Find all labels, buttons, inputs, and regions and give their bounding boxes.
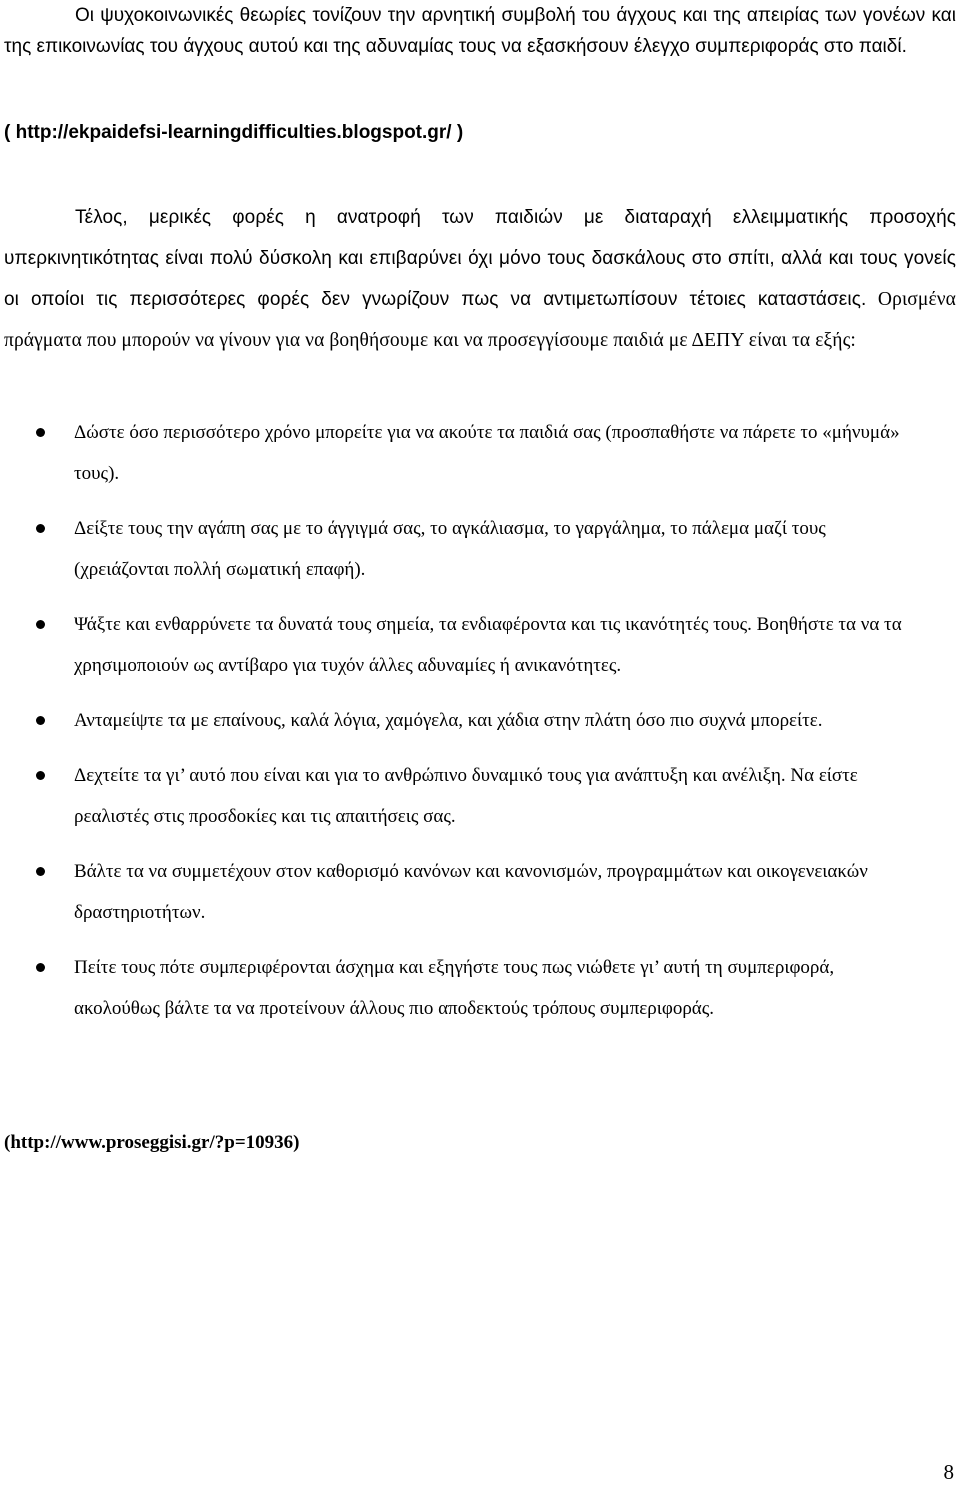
source-citation-1: ( http://ekpaidefsi-learningdifficulties.blogspot.gr/ ) (4, 122, 464, 143)
list-item-text: Δεχτείτε τα γι’ αυτό που είναι και για το ανθρώπινο δυναμικό τους για ανάπτυξη και ανέλιξη. Να είστε ρεαλιστές στις προσδοκίες και τις απαιτήσεις σας. (74, 765, 858, 827)
list-item-text: Δείξτε τους την αγάπη σας με το άγγιγμά σας, το αγκάλιασμα, το γαργάλημα, το πάλεμα μαζί τους (χρειάζονται πολλή σωματική επαφή). (74, 518, 826, 580)
bullet-icon (36, 771, 45, 780)
intro-paragraph-text: Οι ψυχοκοινωνικές θεωρίες τονίζουν την αρνητική συμβολή του άγχους και της απειρίας των γονέων και της επικοινωνίας του άγχους αυτού και της αδυναμίας τους να εξασκήσουν έλεγχο συμπεριφοράς στο παιδί. (4, 5, 956, 57)
advice-list (0, 412, 960, 1043)
list-item (0, 412, 924, 494)
list-item (0, 700, 924, 741)
list-item-text: Ψάξτε και ενθαρρύνετε τα δυνατά τους σημεία, τα ενδιαφέροντα και τις ικανότητές τους. Βοηθήστε τα να τα χρησιμοποιούν ως αντίβαρο για τυχόν άλλες αδυναμίες ή ανικανότητες. (74, 614, 902, 676)
list-item (0, 851, 924, 933)
bullet-icon (36, 620, 45, 629)
list-item (0, 755, 924, 837)
intro-paragraph (4, 0, 956, 62)
list-item (0, 508, 924, 590)
list-item-text: Πείτε τους πότε συμπεριφέρονται άσχημα και εξηγήστε τους πως νιώθετε γι’ αυτή τη συμπεριφορά, ακολούθως βάλτε τα να προτείνουν άλλους πιο αποδεκτούς τρόπους συμπεριφοράς. (74, 957, 835, 1019)
list-item (0, 604, 924, 686)
bullet-icon (36, 524, 45, 533)
bullet-icon (36, 428, 45, 437)
list-item (0, 947, 924, 1029)
page-number: 8 (943, 1460, 954, 1484)
main-paragraph-text-a: Τέλος, μερικές φορές η ανατροφή των παιδιών με διαταραχή ελλειμματικής προσοχής υπερκινητικότητας είναι πολύ δύσκολη και επιβαρύνει όχι μόνο τους δασκάλους στο σπίτι, αλλά και τους γονείς οι οποίοι τις περισσότερες φορές δεν γνωρίζουν πως να αντιμετωπίσουν τέτοιες καταστάσεις. (4, 207, 956, 310)
bullet-icon (36, 867, 45, 876)
main-paragraph-text-b: Ορισμένα πράγματα που μπορούν να γίνουν για να βοηθήσουμε και να προσεγγίσουμε παιδιά με ΔΕΠΥ είναι τα εξής: (4, 289, 956, 351)
bullet-icon (36, 963, 45, 972)
source-citation-2: (http://www.proseggisi.gr/?p=10936) (4, 1132, 300, 1153)
list-item-text: Δώστε όσο περισσότερο χρόνο μπορείτε για να ακούτε τα παιδιά σας (προσπαθήστε να πάρετε το «μήνυμά» τους). (74, 422, 900, 484)
list-item-text: Βάλτε τα να συμμετέχουν στον καθορισμό κανόνων και κανονισμών, προγραμμάτων και οικογενειακών δραστηριοτήτων. (74, 861, 868, 923)
bullet-icon (36, 716, 45, 725)
list-item-text: Ανταμείψτε τα με επαίνους, καλά λόγια, χαμόγελα, και χάδια στην πλάτη όσο πιο συχνά μπορείτε. (74, 710, 823, 731)
main-paragraph (4, 197, 956, 361)
